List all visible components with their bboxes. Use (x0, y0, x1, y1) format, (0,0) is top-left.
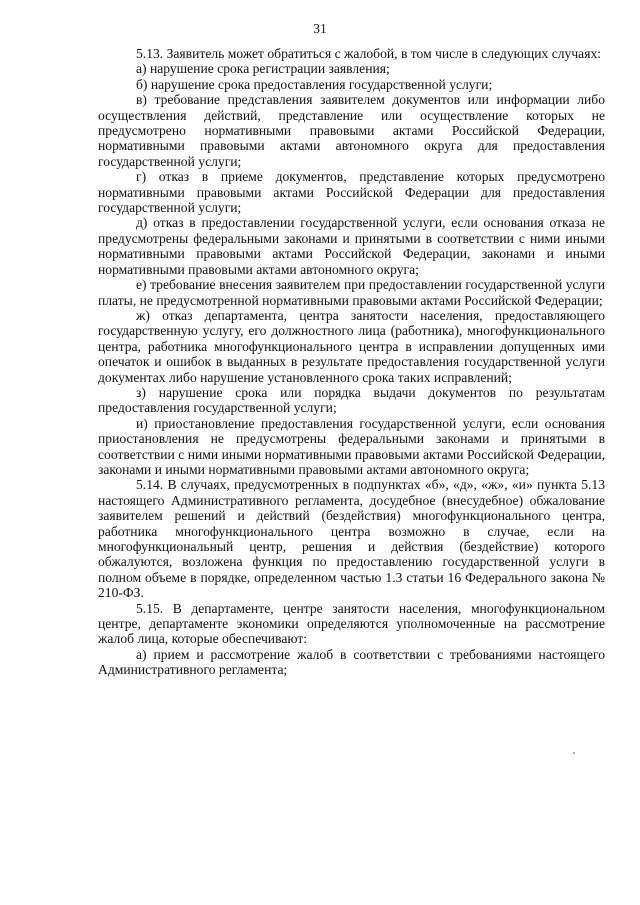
page-number: 31 (313, 21, 327, 36)
paragraph-5-13-intro: 5.13. Заявитель может обратиться с жалобой, в том числе в следующих случаях: (136, 46, 602, 61)
scan-speck (573, 752, 575, 754)
list-item-z: з) нарушение срока или порядка выдачи документов по результатам предоставления государственной услуги; (98, 384, 605, 416)
list-item-v: в) требование представления заявителем документов или информации либо осуществления действий, представление или осуществление которых не предусмотрено нормативными правовыми актами Российской Федерации, нормативными правовыми актами автономного округа для предоставления государственной услуги; (98, 92, 605, 169)
list-item-5-15-a: а) прием и рассмотрение жалоб в соответствии с требованиями настоящего Административного регламента; (98, 646, 605, 678)
document-body (98, 46, 605, 678)
list-item-a: а) нарушение срока регистрации заявления; (136, 61, 390, 77)
list-item-e: е) требование внесения заявителем при предоставлении государственной услуги платы, не предусмотренной нормативными правовыми актами Российской Федерации; (98, 277, 605, 308)
list-item-d: д) отказ в предоставлении государственной услуги, если основания отказа не предусмотрены федеральными законами и принятыми в соответствии с ними иными нормативными правовыми актами Российской Федерации, законами и иными нормативными правовыми актами автономного округа; (98, 215, 605, 277)
list-item-b: б) нарушение срока предоставления государственной услуги; (136, 76, 493, 92)
list-item-g: г) отказ в приеме документов, представление которых предусмотрено нормативными правовыми актами Российской Федерации для предоставления государственной услуги; (98, 169, 605, 216)
list-item-zh: ж) отказ департамента, центра занятости населения, предоставляющего государственную услугу, его должностного лица (работника), многофункционального центра, работника многофункционального центра в исправлении допущенных ими опечаток и ошибок в выданных в результате предоставления государственной услуги документах либо нарушение установленного срока таких исправлений; (98, 307, 605, 385)
paragraph-5-14: 5.14. В случаях, предусмотренных в подпунктах «б», «д», «ж», «и» пункта 5.13 настоящего Административного регламента, досудебное (внесудебное) обжалование заявителем решений и действий (бездействия) многофункционального центра, работника многофункционального центра возможно в случае, если на многофункциональный центр, решения и действия (бездействие) которого обжалуются, возложена функция по предоставлению государственной услуги в полном объеме в порядке, определенном частью 1.3 статьи 16 Федерального закона № 210-ФЗ. (98, 477, 605, 601)
list-item-i: и) приостановление предоставления государственной услуги, если основания приостановления не предусмотрены федеральными законами и принятыми в соответствии с ними иными нормативными правовыми актами Российской Федерации, законами и иными нормативными правовыми актами автономного округа; (98, 415, 605, 477)
paragraph-5-15: 5.15. В департаменте, центре занятости населения, многофункциональном центре, департаменте экономики определяются уполномоченные на рассмотрение жалоб лица, которые обеспечивают: (98, 600, 605, 647)
